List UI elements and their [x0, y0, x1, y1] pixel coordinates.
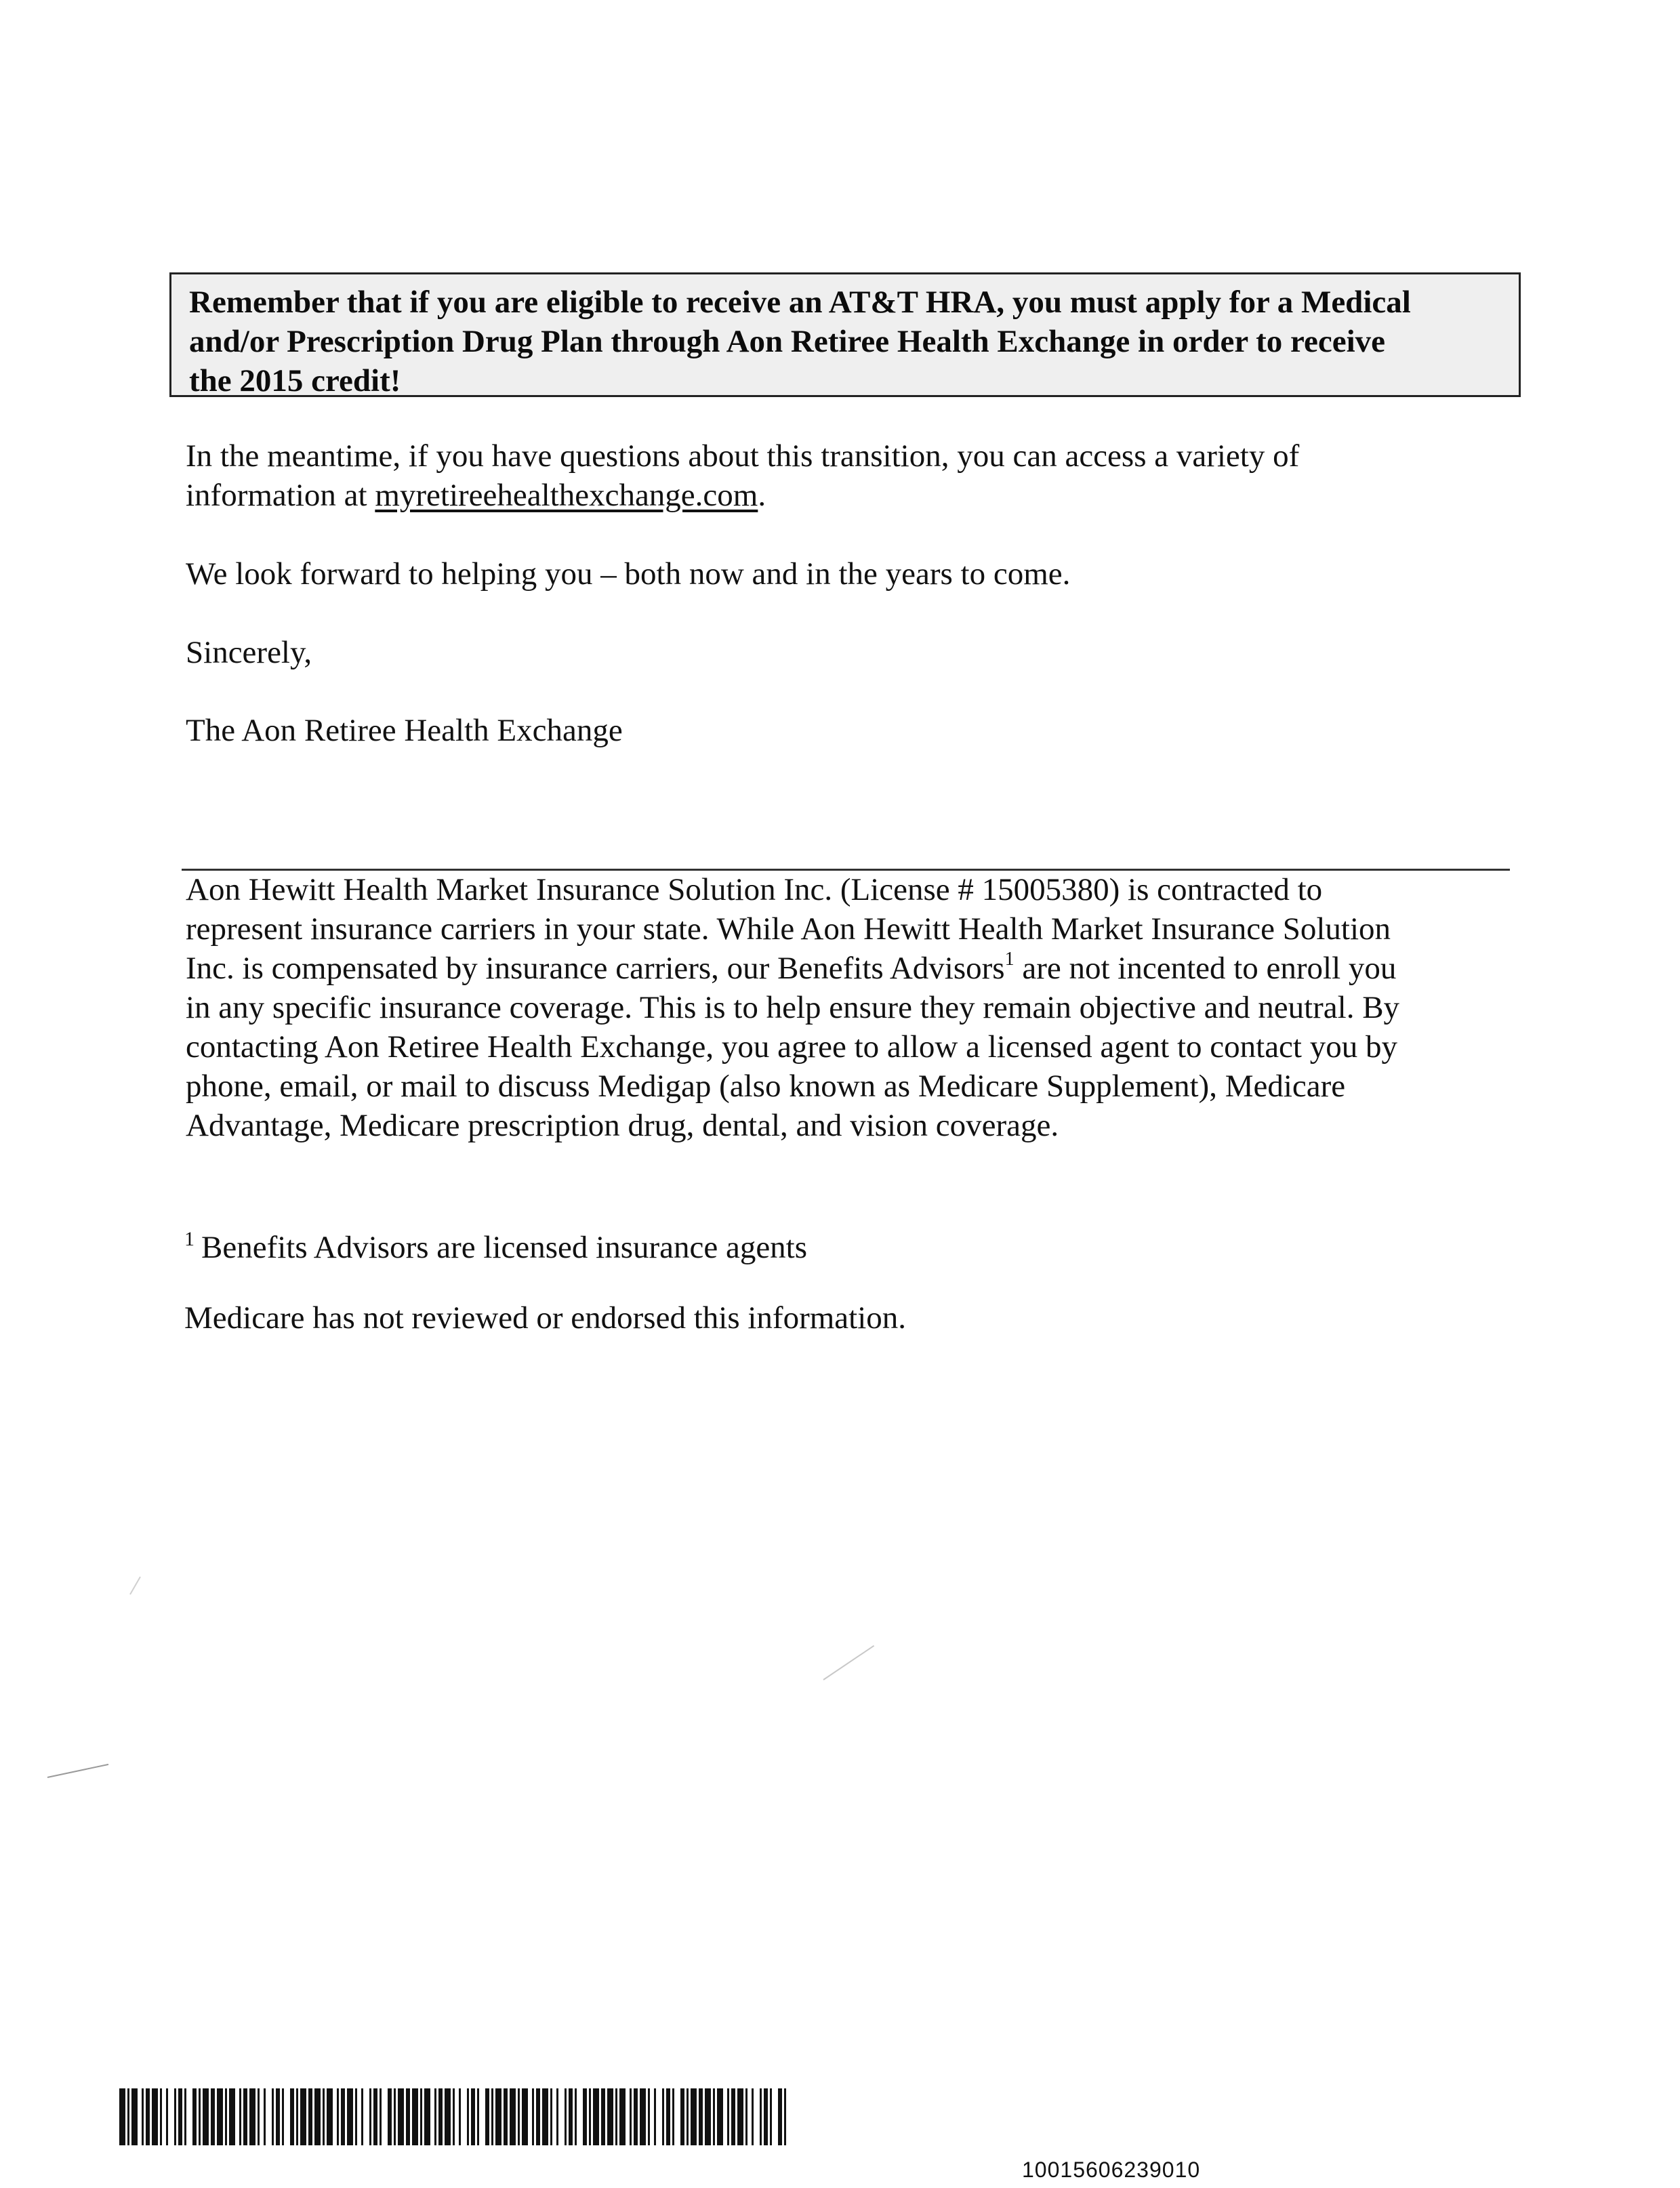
disclaimer-line-3-b: are not incented to enroll you [1014, 951, 1397, 986]
disclaimer-line-3 [186, 949, 1399, 988]
intro-line-2 [186, 476, 1299, 515]
tracking-barcode [119, 2088, 790, 2145]
medicare-notice: Medicare has not reviewed or endorsed this information. [184, 1300, 907, 1336]
disclaimer-line-4: in any specific insurance coverage. This is to help ensure they remain objective and neutral. By [186, 990, 1400, 1025]
disclaimer-paragraph [186, 870, 1399, 1145]
disclaimer-line-1: Aon Hewitt Health Market Insurance Solution Inc. (License # 15005380) is contracted to [186, 872, 1323, 907]
scan-artifact [129, 1577, 141, 1595]
disclaimer-line-6: phone, email, or mail to discuss Medigap (also known as Medicare Supplement), Medicare [186, 1069, 1346, 1104]
intro-line-2-suffix: . [758, 478, 766, 513]
footnote [184, 1220, 807, 1267]
intro-line-2-prefix: information at [186, 478, 375, 513]
callout-line-3: the 2015 credit! [189, 363, 401, 398]
disclaimer-line-5: contacting Aon Retiree Health Exchange, you agree to allow a licensed agent to contact you by [186, 1029, 1397, 1065]
disclaimer-line-3-a: Inc. is compensated by insurance carriers, our Benefits Advisors [186, 951, 1005, 986]
salutation: Sincerely, [186, 635, 312, 670]
disclaimer-line-7: Advantage, Medicare prescription drug, dental, and vision coverage. [186, 1108, 1059, 1143]
callout-line-1: Remember that if you are eligible to receive an AT&T HRA, you must apply for a Medical [189, 285, 1411, 320]
exchange-website-link[interactable]: myretireehealthexchange.com [375, 478, 758, 513]
closing-line: We look forward to helping you – both now and in the years to come. [186, 556, 1071, 592]
scan-artifact [823, 1645, 874, 1680]
footnote-mark: 1 [184, 1228, 194, 1250]
disclaimer-line-2: represent insurance carriers in your state. While Aon Hewitt Health Market Insurance Solution [186, 911, 1391, 947]
barcode-number: 10015606239010 [1022, 2158, 1201, 2182]
callout-line-2: and/or Prescription Drug Plan through Aon Retiree Health Exchange in order to receive [189, 324, 1386, 359]
hra-reminder-box [169, 272, 1521, 397]
footnote-reference: 1 [1004, 949, 1015, 970]
signature: The Aon Retiree Health Exchange [186, 713, 623, 748]
footnote-text: Benefits Advisors are licensed insurance agents [201, 1230, 808, 1265]
intro-paragraph [186, 436, 1299, 515]
scan-artifact [47, 1764, 108, 1778]
intro-line-1: In the meantime, if you have questions about this transition, you can access a variety of [186, 438, 1300, 474]
